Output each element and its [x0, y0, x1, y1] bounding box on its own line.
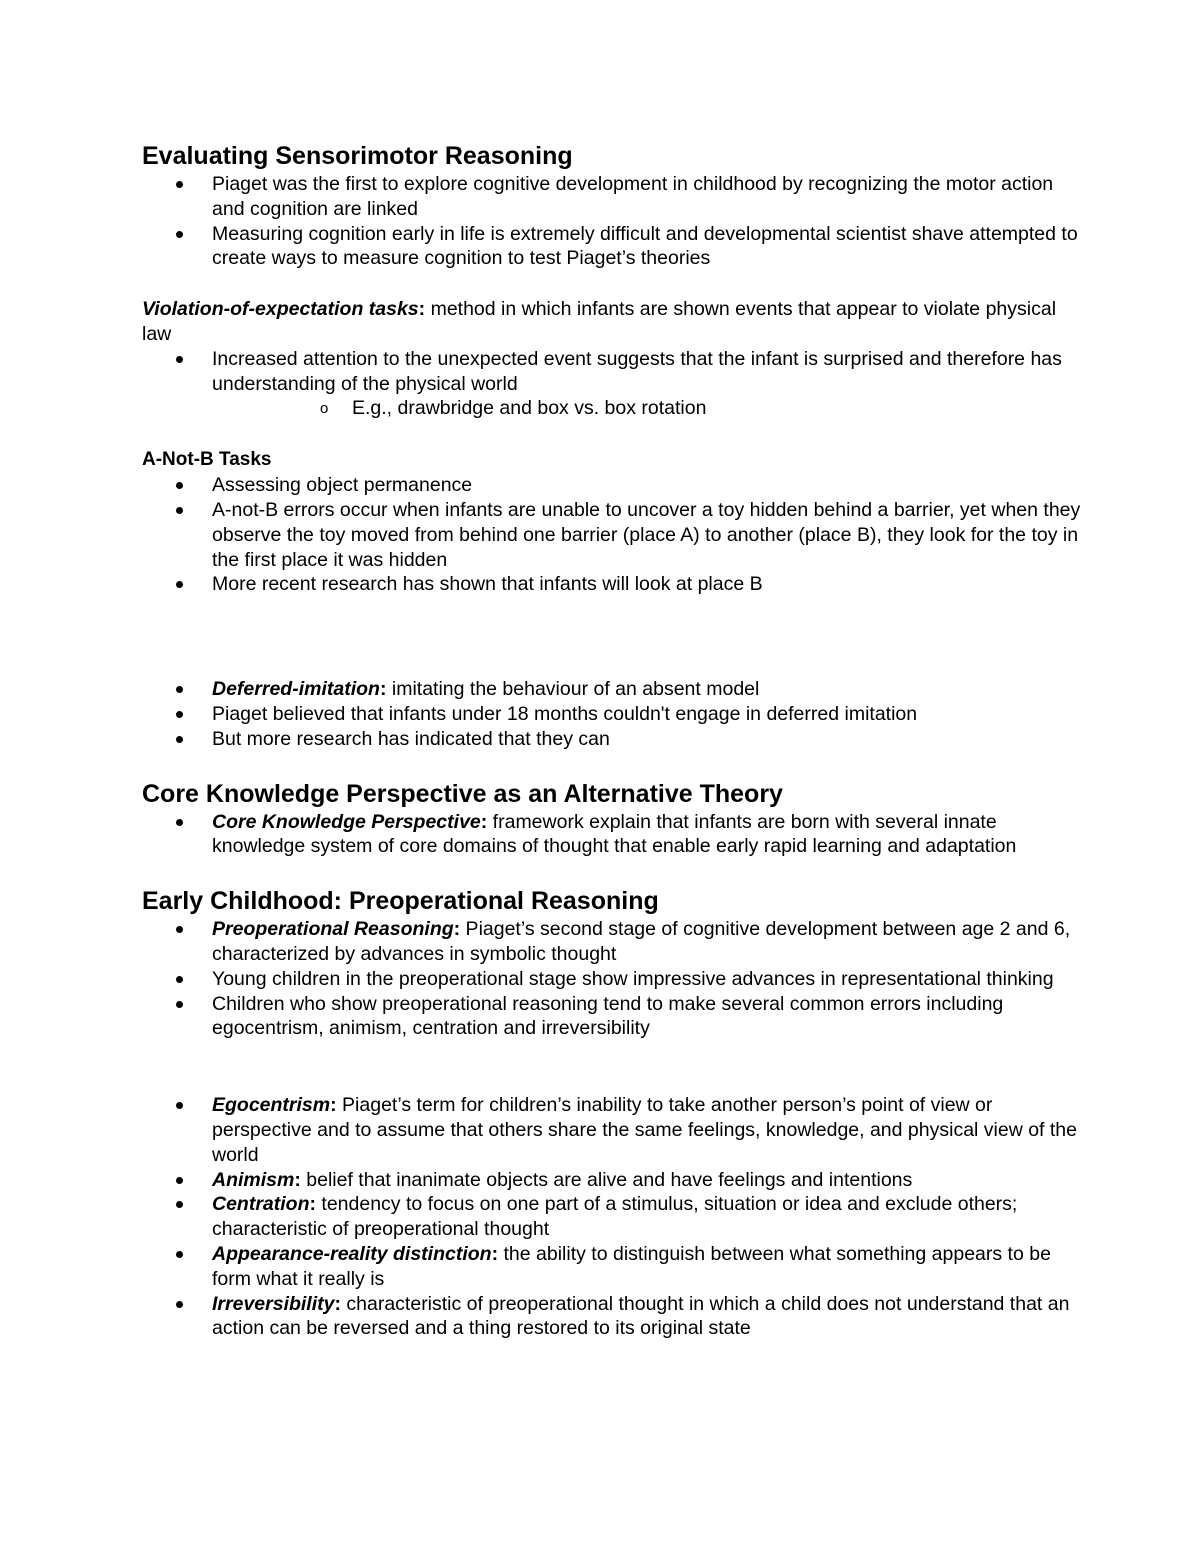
spacer [142, 421, 1082, 447]
document-page [142, 140, 1082, 1341]
core-knowledge-list [142, 810, 1082, 860]
preoperational-terms-list [142, 1093, 1082, 1341]
preop-term: Preoperational Reasoning [212, 918, 454, 941]
spacer [142, 271, 1082, 297]
colon: : [334, 1292, 341, 1315]
irreversibility-definition: characteristic of preoperational thought in which a child does not understand that an action can be reversed and a thing restored to its original state [212, 1292, 1070, 1340]
heading-early-childhood: Early Childhood: Preoperational Reasoning [142, 887, 659, 916]
colon: : [379, 678, 387, 701]
colon: : [453, 918, 461, 941]
heading-a-not-b: A-Not-B Tasks [142, 449, 272, 471]
colon: : [418, 298, 426, 321]
core-term: Core Knowledge Perspective [212, 810, 481, 833]
list-item-text: Increased attention to the unexpected event suggests that the infant is surprised and therefore has understanding of the physical world [212, 347, 1062, 395]
animism-term: Animism [212, 1168, 295, 1191]
voe-term: Violation-of-expectation tasks [142, 298, 419, 321]
list-item: Assessing object permanence [142, 473, 1082, 498]
spacer [142, 859, 1082, 885]
spacer [142, 1041, 1082, 1093]
animism-definition: belief that inanimate objects are alive and have feelings and intentions [300, 1168, 913, 1191]
colon: : [309, 1193, 316, 1216]
preoperational-list [142, 917, 1082, 1041]
irreversibility-term: Irreversibility [212, 1292, 335, 1315]
list-item [142, 1093, 1082, 1167]
appearance-reality-term: Appearance-reality distinction [212, 1242, 492, 1265]
centration-term: Centration [212, 1193, 310, 1216]
list-item [142, 1192, 1082, 1242]
colon: : [330, 1094, 337, 1117]
centration-definition: tendency to focus on one part of a stimulus, situation or idea and exclude others; characteristic of preoperational thought [212, 1193, 1018, 1241]
list-item: Piaget believed that infants under 18 months couldn't engage in deferred imitation [142, 702, 1082, 727]
voe-sub-list [212, 396, 1082, 421]
egocentrism-term: Egocentrism [212, 1094, 331, 1117]
a-not-b-list [142, 473, 1082, 597]
heading-evaluating-sensorimotor: Evaluating Sensorimotor Reasoning [142, 142, 573, 170]
list-item [142, 1168, 1082, 1193]
voe-list [142, 347, 1082, 421]
deferred-term: Deferred-imitation [212, 678, 380, 701]
deferred-imitation-list [142, 677, 1082, 751]
voe-definition-text: method in which infants are shown events that appear to violate physical law [142, 298, 1057, 345]
list-item: More recent research has shown that infants will look at place B [142, 572, 1082, 597]
list-item [142, 1242, 1082, 1292]
egocentrism-definition: Piaget’s term for children’s inability to take another person’s point of view or perspective and to assume that others share the same feelings, knowledge, and physical view of the world [212, 1094, 1077, 1166]
list-item: Measuring cognition early in life is extremely difficult and developmental scientist shave attempted to create ways to measure cognition to test Piaget’s theories [142, 222, 1082, 272]
spacer [142, 752, 1082, 778]
colon: : [294, 1168, 301, 1191]
colon: : [491, 1242, 499, 1265]
colon: : [480, 810, 488, 833]
sub-list-item: o E.g., drawbridge and box vs. box rotation [212, 396, 1082, 421]
list-item: Young children in the preoperational stage show impressive advances in representational thinking [142, 967, 1082, 992]
list-item: A-not-B errors occur when infants are unable to uncover a toy hidden behind a barrier, yet when they observe the toy moved from behind one barrier (place A) to another (place B), they look for the toy in the first place it was hidden [142, 498, 1082, 572]
list-item [142, 810, 1082, 860]
voe-definition [142, 297, 1082, 347]
list-item [142, 1292, 1082, 1342]
list-item [142, 347, 1082, 421]
sensorimotor-list [142, 172, 1082, 271]
list-item [142, 917, 1082, 967]
deferred-definition: imitating the behaviour of an absent model [386, 678, 760, 701]
core-definition: framework explain that infants are born with several innate knowledge system of core domains of thought that enable early rapid learning and adaptation [212, 810, 1017, 858]
heading-core-knowledge: Core Knowledge Perspective as an Alternative Theory [142, 779, 783, 808]
list-item: But more research has indicated that they can [142, 727, 1082, 752]
list-item [142, 677, 1082, 702]
appearance-reality-definition: the ability to distinguish between what something appears to be form what it really is [212, 1242, 1051, 1290]
preop-definition: Piaget’s second stage of cognitive development between age 2 and 6, characterized by advances in symbolic thought [212, 918, 1071, 965]
list-item: Children who show preoperational reasoning tend to make several common errors including egocentrism, animism, centration and irreversibility [142, 992, 1082, 1042]
list-item: Piaget was the first to explore cognitive development in childhood by recognizing the motor action and cognition are linked [142, 172, 1082, 222]
spacer [142, 597, 1082, 677]
